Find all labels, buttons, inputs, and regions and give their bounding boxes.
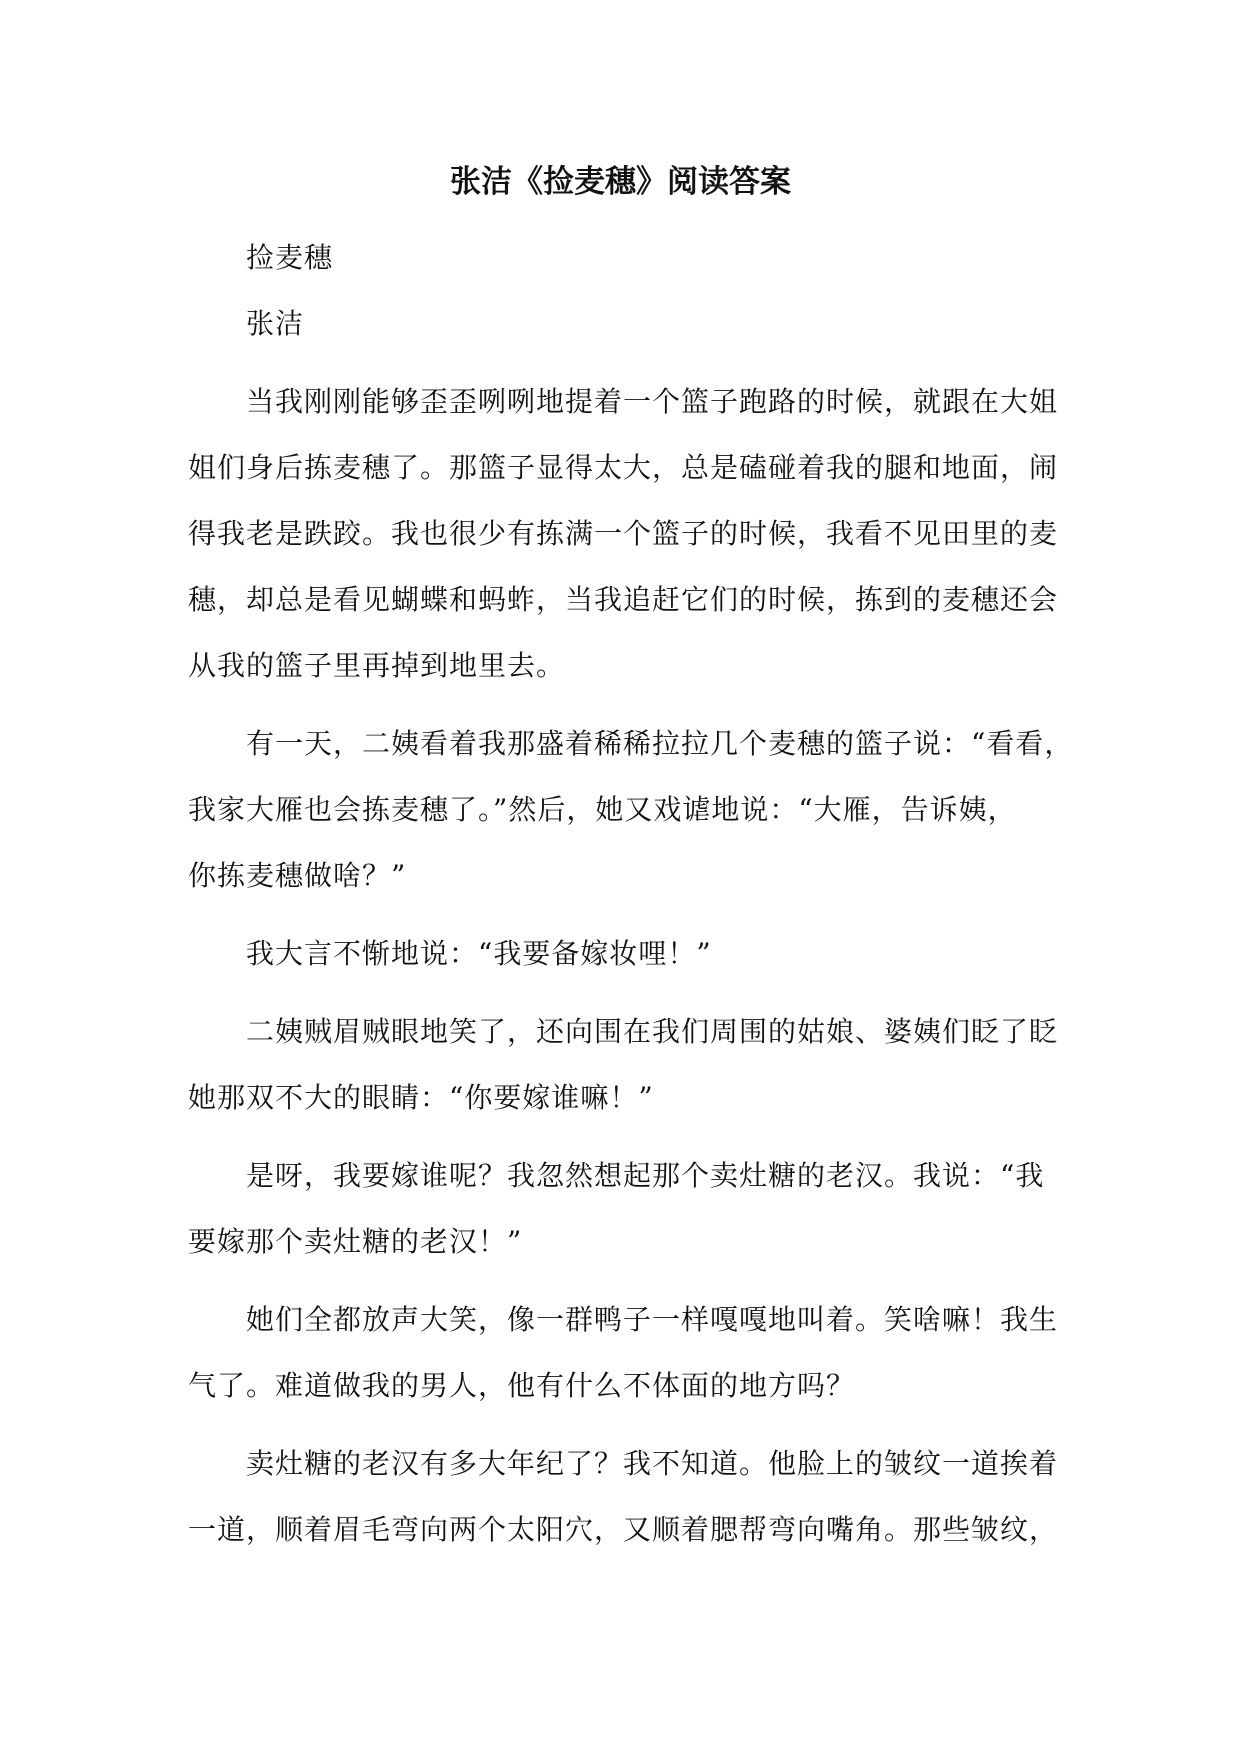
text-line: 气了。难道做我的男人，他有什么不体面的地方吗？ bbox=[188, 1369, 856, 1402]
text-line: 得我老是跌跤。我也很少有拣满一个篮子的时候，我看不见田里的麦 bbox=[188, 517, 1059, 550]
text-line: 我大言不惭地说：“我要备嫁妆哩！” bbox=[246, 937, 712, 970]
text-line: 我家大雁也会拣麦穗了。”然后，她又戏谑地说：“大雁，告诉姨， bbox=[188, 793, 1017, 826]
text-line: 从我的篮子里再掉到地里去。 bbox=[188, 649, 566, 682]
text-line: 有一天，二姨看着我那盛着稀稀拉拉几个麦穗的篮子说：“看看， bbox=[246, 727, 1074, 760]
document-title: 张洁《捡麦穗》阅读答案 bbox=[450, 164, 791, 200]
text-line: 穗，却总是看见蝴蝶和蚂蚱，当我追赶它们的时候，拣到的麦穗还会 bbox=[188, 583, 1059, 616]
text-line: 她们全都放声大笑，像一群鸭子一样嘎嘎地叫着。笑啥嘛！我生 bbox=[246, 1303, 1059, 1336]
text-line: 姐们身后拣麦穗了。那篮子显得太大，总是磕碰着我的腿和地面，闹 bbox=[188, 451, 1059, 484]
text-line: 是呀，我要嫁谁呢？我忽然想起那个卖灶糖的老汉。我说：“我 bbox=[246, 1159, 1045, 1192]
text-line: 一道，顺着眉毛弯向两个太阳穴，又顺着腮帮弯向嘴角。那些皱纹， bbox=[188, 1513, 1059, 1546]
text-line: 你拣麦穗做啥？” bbox=[188, 859, 407, 892]
text-line: 二姨贼眉贼眼地笑了，还向围在我们周围的姑娘、婆姨们眨了眨 bbox=[246, 1015, 1059, 1048]
text-line: 她那双不大的眼睛：“你要嫁谁嘛！” bbox=[188, 1081, 654, 1114]
story-title: 捡麦穗 bbox=[246, 241, 334, 274]
text-line: 要嫁那个卖灶糖的老汉！” bbox=[188, 1225, 523, 1258]
story-author: 张洁 bbox=[246, 307, 305, 340]
text-line: 当我刚刚能够歪歪咧咧地提着一个篮子跑路的时候，就跟在大姐 bbox=[246, 385, 1059, 418]
text-line: 卖灶糖的老汉有多大年纪了？我不知道。他脸上的皱纹一道挨着 bbox=[246, 1447, 1059, 1480]
